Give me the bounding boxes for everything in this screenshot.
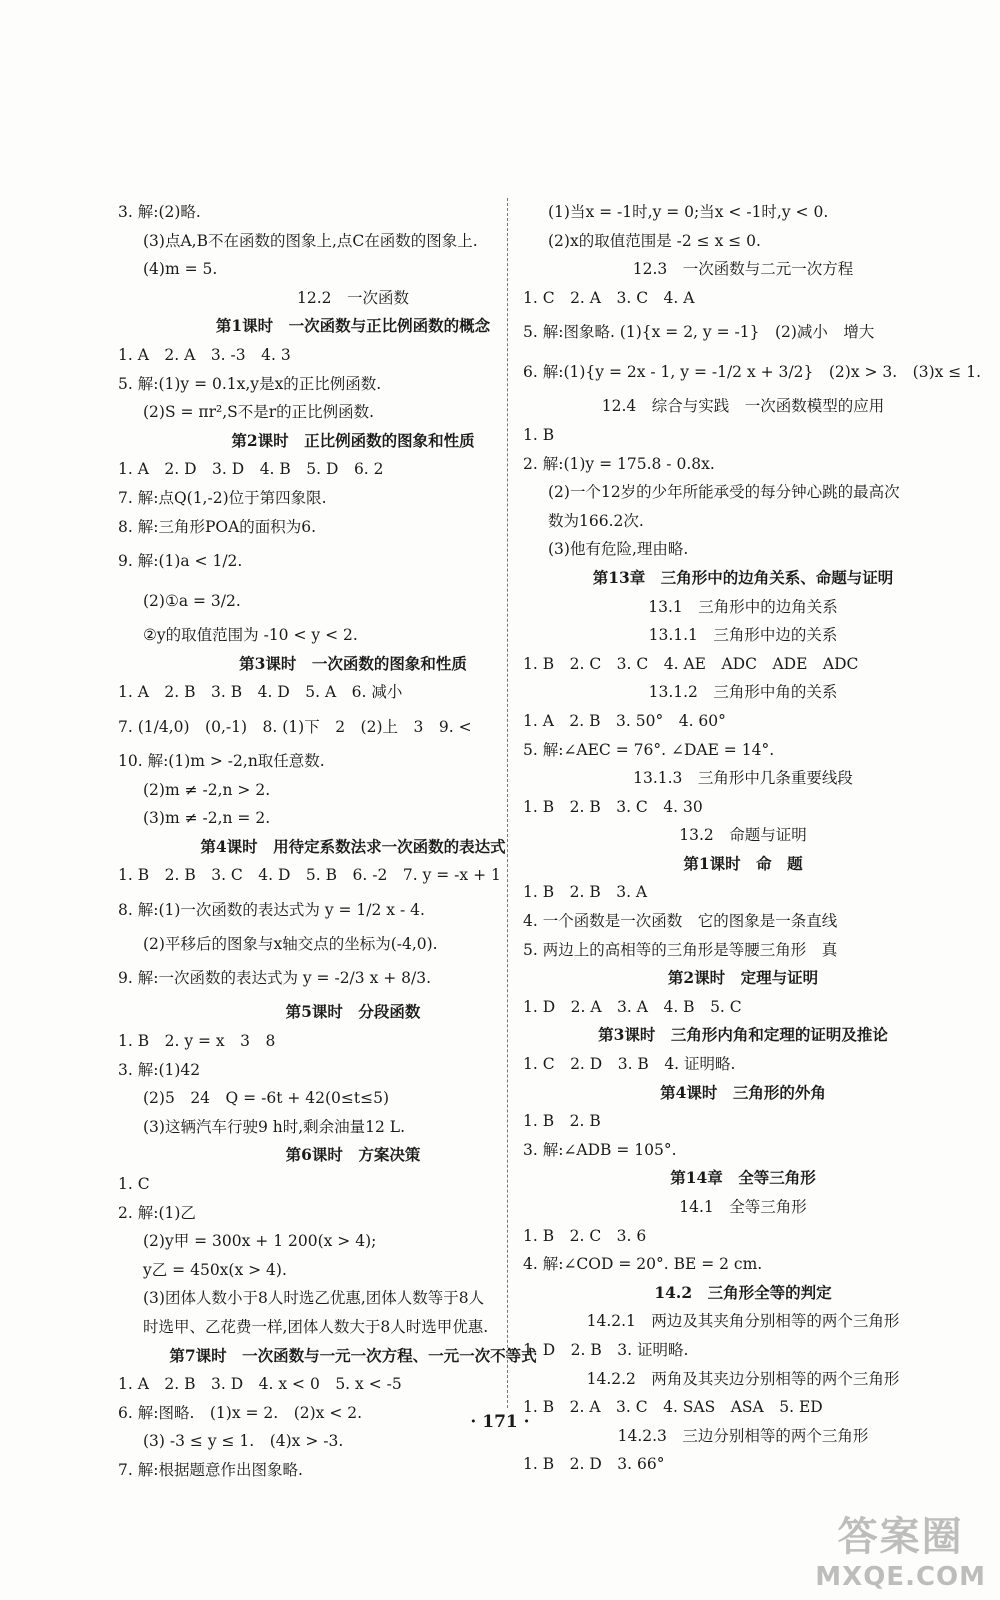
answer-line: 1. A 2. A 3. -3 4. 3 [118, 345, 291, 364]
lesson-heading: 第4课时 用待定系数法求一次函数的表达式 [200, 836, 506, 856]
answer-line: (2)m ≠ -2,n > 2. [143, 780, 271, 799]
answer-line: 1. B 2. B 3. A [523, 883, 648, 902]
section-heading: 14.2.2 两角及其夹边分别相等的两个三角形 [586, 1369, 900, 1388]
answer-line: (2)5 24 Q = -6t + 42(0≤t≤5) [143, 1089, 390, 1108]
lesson-heading: 14.2 三角形全等的判定 [654, 1282, 832, 1302]
answer-line: 1. A 2. B 3. D 4. x < 0 5. x < -5 [118, 1375, 402, 1394]
answer-line: ②y的取值范围为 -10 < y < 2. [143, 626, 358, 645]
answer-line: (2)一个12岁的少年所能承受的每分钟心跳的最高次 [548, 483, 900, 502]
section-heading: 12.4 综合与实践 一次函数模型的应用 [601, 397, 885, 416]
answer-line: 1. B 2. C 3. 6 [523, 1226, 647, 1245]
lesson-heading: 第4课时 三角形的外角 [660, 1082, 826, 1102]
section-heading: 14.2.1 两边及其夹角分别相等的两个三角形 [586, 1312, 900, 1331]
answer-line: 2. 解:(1)乙 [118, 1203, 196, 1222]
answer-line: 6. 解:图略. (1)x = 2. (2)x < 2. [118, 1403, 363, 1422]
answer-line: (2)y甲 = 300x + 1 200(x > 4); [143, 1232, 377, 1251]
lesson-heading: 第6课时 方案决策 [285, 1145, 421, 1165]
watermark-cn: 答案圈 [837, 1514, 964, 1560]
answer-line: 7. (1/4,0) (0,-1) 8. (1)下 2 (2)上 3 9. < [118, 717, 472, 736]
answer-line: 1. C 2. A 3. C 4. A [523, 288, 695, 307]
answer-line: 1. A 2. B 3. 50° 4. 60° [523, 711, 726, 730]
lesson-heading: 第7课时 一次函数与一元一次方程、一元一次不等式 [169, 1345, 537, 1365]
answer-line: 1. B 2. A 3. C 4. SAS ASA 5. ED [523, 1398, 823, 1417]
answer-line: 1. B [523, 425, 555, 444]
answer-line: 1. B 2. B [523, 1112, 601, 1131]
answer-line: 5. 解:∠AEC = 76°. ∠DAE = 14°. [523, 740, 775, 759]
answer-line: 3. 解:∠ADB = 105°. [523, 1140, 677, 1159]
section-heading: 14.2.3 三边分别相等的两个三角形 [617, 1426, 869, 1445]
lesson-heading: 第2课时 正比例函数的图象和性质 [231, 430, 475, 450]
answer-line: 1. A 2. D 3. D 4. B 5. D 6. 2 [118, 460, 384, 479]
answer-line: (4)m = 5. [143, 260, 218, 279]
section-heading: 13.1.1 三角形中边的关系 [648, 626, 838, 645]
lesson-heading: 第13章 三角形中的边角关系、命题与证明 [592, 567, 894, 587]
answer-line: 数为166.2次. [548, 511, 644, 530]
answer-line: 4. 解:∠COD = 20°. BE = 2 cm. [523, 1255, 763, 1274]
lesson-heading: 第2课时 定理与证明 [667, 968, 819, 988]
watermark-logo [815, 1505, 986, 1592]
section-heading: 13.2 命题与证明 [679, 826, 807, 845]
answer-line: y乙 = 450x(x > 4). [143, 1260, 287, 1279]
watermark-en: MXQE.COM [815, 1562, 986, 1592]
section-heading: 13.1.3 三角形中几条重要线段 [633, 769, 853, 788]
section-heading: 14.1 全等三角形 [679, 1198, 807, 1216]
answer-line: (1)当x = -1时,y = 0;当x < -1时,y < 0. [548, 203, 829, 221]
answer-line: 8. 解:(1)一次函数的表达式为 y = 1/2 x - 4. [118, 900, 425, 919]
answer-line: (2)S = πr²,S不是r的正比例函数. [143, 403, 375, 422]
answer-line: 8. 解:三角形POA的面积为6. [118, 517, 317, 536]
lesson-heading: 第3课时 一次函数的图象和性质 [239, 653, 467, 673]
section-heading: 13.1.2 三角形中角的关系 [648, 683, 838, 702]
right-column [523, 198, 982, 1479]
answer-line: 9. 解:(1)a < 1/2. [118, 552, 243, 571]
answer-line: 7. 解:点Q(1,-2)位于第四象限. [118, 488, 327, 507]
answer-line: (3)他有危险,理由略. [548, 540, 689, 559]
answer-line: 10. 解:(1)m > -2,n取任意数. [118, 751, 325, 770]
answer-line: (2)平移后的图象与x轴交点的坐标为(-4,0). [143, 934, 438, 953]
answer-line: (2)x的取值范围是 -2 ≤ x ≤ 0. [548, 231, 761, 250]
answer-line: 5. 解:图象略. (1){x = 2, y = -1} (2)减小 增大 [523, 323, 875, 342]
answer-line: (2)①a = 3/2. [143, 592, 241, 611]
answer-line: (3)m ≠ -2,n = 2. [143, 809, 271, 828]
section-heading: 12.3 一次函数与二元一次方程 [632, 260, 854, 279]
lesson-heading: 第14章 全等三角形 [670, 1168, 816, 1188]
answer-line: 5. 两边上的高相等的三角形是等腰三角形 真 [523, 940, 838, 959]
answer-line: (3)这辆汽车行驶9 h时,剩余油量12 L. [143, 1117, 406, 1136]
lesson-heading: 第1课时 一次函数与正比例函数的概念 [215, 316, 491, 336]
answer-line: (3)点A,B不在函数的图象上,点C在函数的图象上. [143, 231, 478, 250]
answer-line: 1. D 2. A 3. A 4. B 5. C [523, 997, 742, 1016]
answer-line: (3)团体人数小于8人时选乙优惠,团体人数等于8人 [143, 1289, 485, 1308]
answer-line: 1. B 2. B 3. C 4. D 5. B 6. -2 7. y = -x + 1 [118, 866, 501, 885]
answer-line: 时选甲、乙花费一样,团体人数大于8人时选甲优惠. [143, 1318, 489, 1336]
answer-line: 9. 解:一次函数的表达式为 y = -2/3 x + 8/3. [118, 969, 432, 988]
answer-line: 1. A 2. B 3. B 4. D 5. A 6. 减小 [118, 683, 403, 702]
answer-line: 1. B 2. C 3. C 4. AE ADC ADE ADC [523, 654, 859, 673]
answer-line: 6. 解:(1){y = 2x - 1, y = -1/2 x + 3/2} (2)x > 3. (3)x ≤ 1. [523, 363, 982, 382]
page-number: · 171 · [470, 1412, 530, 1432]
left-column [118, 198, 588, 1485]
answer-line: 3. 解:(1)42 [118, 1060, 201, 1079]
answer-line: 1. B 2. B 3. C 4. 30 [523, 797, 703, 816]
answer-line: 3. 解:(2)略. [118, 203, 201, 221]
answer-line: 5. 解:(1)y = 0.1x,y是x的正比例函数. [118, 374, 382, 393]
column-divider [507, 198, 508, 1408]
answer-line: 1. C [118, 1175, 150, 1194]
lesson-heading: 第5课时 分段函数 [285, 1002, 421, 1022]
lesson-heading: 第1课时 命 题 [683, 853, 803, 873]
answer-line: 1. D 2. B 3. 证明略. [523, 1340, 689, 1359]
answer-line: 4. 一个函数是一次函数 它的图象是一条直线 [523, 912, 838, 931]
section-heading: 12.2 一次函数 [296, 288, 409, 307]
section-heading: 13.1 三角形中的边角关系 [648, 597, 838, 616]
lesson-heading: 第3课时 三角形内角和定理的证明及推论 [598, 1025, 888, 1045]
answer-line: 1. B 2. D 3. 66° [523, 1455, 665, 1474]
answer-line: 1. B 2. y = x 3 8 [118, 1032, 276, 1051]
answer-line: 7. 解:根据题意作出图象略. [118, 1460, 303, 1479]
answer-line: 1. C 2. D 3. B 4. 证明略. [523, 1055, 736, 1074]
answer-line: 2. 解:(1)y = 175.8 - 0.8x. [523, 454, 715, 473]
answer-line: (3) -3 ≤ y ≤ 1. (4)x > -3. [143, 1432, 344, 1451]
